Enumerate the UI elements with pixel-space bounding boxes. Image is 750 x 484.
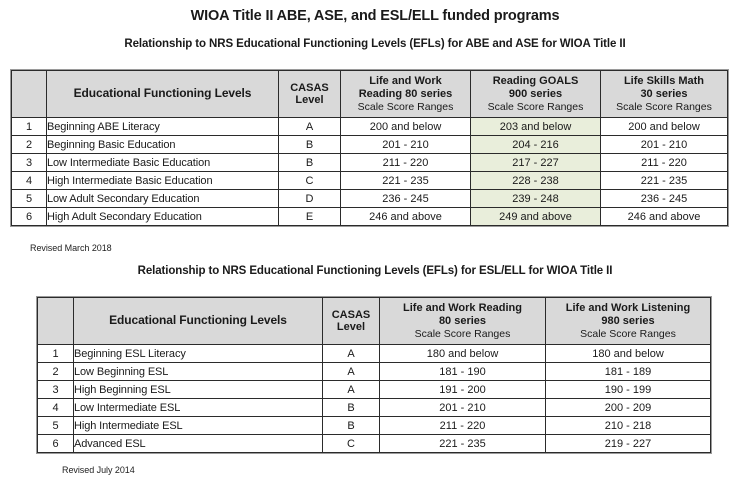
- section-title-abe-ase: Relationship to NRS Educational Functioning Levels (EFLs) for ABE and ASE for WIOA Title II: [124, 38, 626, 50]
- col5-line1: Life Skills Math: [623, 75, 705, 87]
- score-lw-reading: 201 - 210: [380, 399, 546, 417]
- column-header-life-work-reading-80: [341, 71, 471, 118]
- table-row: [38, 363, 711, 381]
- score-life-skills-math: 246 and above: [601, 208, 728, 226]
- efl-name: Low Intermediate Basic Education: [47, 154, 279, 172]
- table-row: [12, 190, 728, 208]
- efl-name: High Intermediate Basic Education: [47, 172, 279, 190]
- casas-line2: Level: [336, 321, 366, 334]
- casas-level: B: [279, 154, 341, 172]
- score-lw-listening: 190 - 199: [546, 381, 711, 399]
- row-number: 2: [38, 363, 74, 381]
- efl-name: Beginning ABE Literacy: [47, 118, 279, 136]
- col3-subtitle: Scale Score Ranges: [414, 328, 511, 341]
- casas-level: B: [279, 136, 341, 154]
- revised-note-esl-ell: Revised July 2014: [62, 465, 135, 475]
- table-abe-ase-body: [12, 118, 728, 226]
- casas-line1: CASAS: [290, 81, 329, 94]
- column-header-number: [12, 71, 47, 118]
- efl-name: Advanced ESL: [74, 435, 323, 453]
- table-row: [38, 417, 711, 435]
- col4-line2: 980 series: [601, 314, 655, 327]
- col3-line1: Life and Work: [369, 75, 442, 87]
- score-lw-reading: 246 and above: [341, 208, 471, 226]
- row-number: 5: [12, 190, 47, 208]
- score-lw-reading: 221 - 235: [341, 172, 471, 190]
- col4-subtitle: Scale Score Ranges: [580, 328, 676, 341]
- table-esl-ell-efl: [37, 297, 711, 453]
- score-lw-reading: 180 and below: [380, 345, 546, 363]
- score-lw-reading: 181 - 190: [380, 363, 546, 381]
- row-number: 5: [38, 417, 74, 435]
- casas-level: A: [279, 118, 341, 136]
- table-row: [38, 435, 711, 453]
- column-header-casas-level: [279, 71, 341, 118]
- table-esl-ell-body: [38, 345, 711, 453]
- casas-level: D: [279, 190, 341, 208]
- efl-name: High Adult Secondary Education: [47, 208, 279, 226]
- row-number: 3: [38, 381, 74, 399]
- col3-subtitle: Scale Score Ranges: [357, 101, 454, 114]
- row-number: 6: [12, 208, 47, 226]
- score-lw-listening: 181 - 189: [546, 363, 711, 381]
- efl-name: Beginning ESL Literacy: [74, 345, 323, 363]
- score-lw-listening: 219 - 227: [546, 435, 711, 453]
- row-number: 6: [38, 435, 74, 453]
- column-header-life-work-reading-80: [380, 298, 546, 345]
- column-header-number: [38, 298, 74, 345]
- table-header-row: [38, 298, 711, 345]
- score-reading-goals: 249 and above: [471, 208, 601, 226]
- table-row: [38, 381, 711, 399]
- row-number: 3: [12, 154, 47, 172]
- score-life-skills-math: 200 and below: [601, 118, 728, 136]
- casas-level: C: [323, 435, 380, 453]
- score-life-skills-math: 201 - 210: [601, 136, 728, 154]
- score-reading-goals: 204 - 216: [471, 136, 601, 154]
- col3-line2: 80 series: [438, 314, 487, 327]
- table-row: [12, 136, 728, 154]
- column-header-reading-goals-900: [471, 71, 601, 118]
- row-number: 1: [12, 118, 47, 136]
- efl-name: Beginning Basic Education: [47, 136, 279, 154]
- casas-level: B: [323, 417, 380, 435]
- section-title-esl-ell: Relationship to NRS Educational Functioning Levels (EFLs) for ESL/ELL for WIOA Title II: [137, 265, 613, 277]
- score-lw-listening: 200 - 209: [546, 399, 711, 417]
- score-reading-goals: 203 and below: [471, 118, 601, 136]
- table-row: [38, 399, 711, 417]
- casas-line1: CASAS: [331, 308, 371, 321]
- efl-name: Low Beginning ESL: [74, 363, 323, 381]
- page-title: WIOA Title II ABE, ASE, and ESL/ELL funded programs: [190, 8, 560, 24]
- casas-level: A: [323, 363, 380, 381]
- table-row: [12, 118, 728, 136]
- col4-subtitle: Scale Score Ranges: [487, 101, 584, 114]
- score-lw-listening: 210 - 218: [546, 417, 711, 435]
- column-header-casas-level: [323, 298, 380, 345]
- table-row: [12, 154, 728, 172]
- score-lw-reading: 211 - 220: [380, 417, 546, 435]
- score-reading-goals: 239 - 248: [471, 190, 601, 208]
- score-lw-reading: 201 - 210: [341, 136, 471, 154]
- col5-line2: 30 series: [640, 87, 688, 100]
- row-number: 2: [12, 136, 47, 154]
- score-reading-goals: 228 - 238: [471, 172, 601, 190]
- score-reading-goals: 217 - 227: [471, 154, 601, 172]
- casas-level: E: [279, 208, 341, 226]
- column-header-efl: Educational Functioning Levels: [47, 71, 279, 118]
- casas-line2: Level: [295, 94, 324, 107]
- casas-level: C: [279, 172, 341, 190]
- col3-line2: Reading 80 series: [358, 87, 453, 100]
- score-lw-reading: 200 and below: [341, 118, 471, 136]
- efl-name: High Intermediate ESL: [74, 417, 323, 435]
- score-lw-reading: 191 - 200: [380, 381, 546, 399]
- score-life-skills-math: 236 - 245: [601, 190, 728, 208]
- score-lw-listening: 180 and below: [546, 345, 711, 363]
- col5-subtitle: Scale Score Ranges: [616, 101, 712, 114]
- revised-note-abe-ase: Revised March 2018: [30, 243, 112, 253]
- efl-name: High Beginning ESL: [74, 381, 323, 399]
- col3-line1: Life and Work Reading: [403, 302, 522, 314]
- row-number: 4: [12, 172, 47, 190]
- score-lw-reading: 236 - 245: [341, 190, 471, 208]
- table-esl-ell-header: [38, 298, 711, 345]
- col4-line1: Reading GOALS: [492, 75, 579, 87]
- casas-level: A: [323, 381, 380, 399]
- score-lw-reading: 211 - 220: [341, 154, 471, 172]
- table-row: [38, 345, 711, 363]
- row-number: 1: [38, 345, 74, 363]
- score-life-skills-math: 221 - 235: [601, 172, 728, 190]
- casas-level: B: [323, 399, 380, 417]
- col4-line2: 900 series: [508, 87, 563, 100]
- table-abe-ase-efl: [11, 70, 728, 226]
- score-lw-reading: 221 - 235: [380, 435, 546, 453]
- efl-name: Low Intermediate ESL: [74, 399, 323, 417]
- table-row: [12, 172, 728, 190]
- column-header-life-work-listening-980: [546, 298, 711, 345]
- table-abe-ase-header: [12, 71, 728, 118]
- efl-name: Low Adult Secondary Education: [47, 190, 279, 208]
- score-life-skills-math: 211 - 220: [601, 154, 728, 172]
- row-number: 4: [38, 399, 74, 417]
- col4-line1: Life and Work Listening: [565, 302, 691, 314]
- table-row: [12, 208, 728, 226]
- column-header-efl: Educational Functioning Levels: [74, 298, 323, 345]
- table-header-row: [12, 71, 728, 118]
- casas-level: A: [323, 345, 380, 363]
- column-header-life-skills-math-30: [601, 71, 728, 118]
